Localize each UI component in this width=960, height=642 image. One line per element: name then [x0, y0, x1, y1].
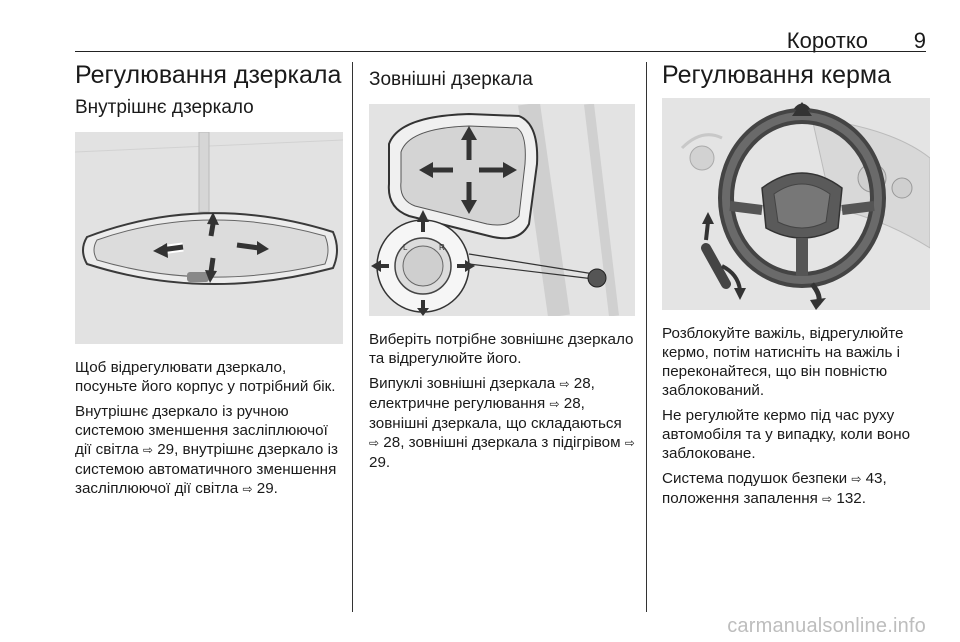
column-divider: [352, 62, 353, 612]
subsection-heading: Внутрішнє дзеркало: [75, 97, 254, 118]
page-reference[interactable]: 28,: [563, 395, 585, 412]
column-steering-wheel: [662, 60, 930, 509]
page-reference[interactable]: 29.: [256, 480, 278, 497]
interior-mirror-illustration: [75, 132, 343, 344]
section-heading: Регулювання керма: [662, 61, 892, 89]
paragraph: Виберіть потрібне зовнішнє дзеркало та відрегулюйте його.: [369, 331, 634, 367]
interior-mirror-figure: [75, 132, 343, 344]
xref-arrow-icon[interactable]: ⇨: [242, 482, 253, 496]
switch-label-right: R: [439, 243, 445, 252]
column-exterior-mirrors: [369, 60, 635, 472]
header-rule: [75, 51, 926, 52]
page-reference[interactable]: 43,: [865, 470, 887, 487]
paragraph: Не регулюйте кермо під час руху автомобіля та у випадку, коли воно заблоковане.: [662, 407, 911, 462]
page-reference[interactable]: 28,: [573, 375, 595, 392]
switch-label-left: L: [403, 243, 408, 252]
exterior-mirror-illustration: [369, 104, 635, 316]
page-reference[interactable]: 132.: [836, 490, 866, 507]
header-title: Коротко: [786, 28, 868, 53]
page-reference[interactable]: 28,: [383, 434, 405, 451]
xref-arrow-icon[interactable]: ⇨: [369, 436, 380, 450]
exterior-mirror-figure: [369, 104, 635, 316]
paragraph: Система подушок безпеки ⇨ 43, положення запалення ⇨ 132.: [662, 470, 887, 507]
paragraph: Щоб відрегулювати дзеркало, посуньте його корпус у потрібний бік.: [75, 359, 336, 395]
page-number: 9: [913, 28, 926, 53]
steering-wheel-figure: [662, 98, 930, 310]
section-heading: Регулювання дзеркала: [75, 61, 342, 89]
xref-arrow-icon[interactable]: ⇨: [142, 443, 153, 457]
column-interior-mirror: [75, 60, 343, 499]
paragraph: Внутрішнє дзеркало із ручною системою зменшення засліплюючої дії світла ⇨ 29, внутрішнє дзеркало із системою автоматичного зменшення засліплюючої дії світла ⇨ 29.: [75, 403, 338, 497]
page-header: [75, 28, 926, 52]
subsection-heading: Зовнішні дзеркала: [369, 69, 533, 90]
xref-arrow-icon[interactable]: ⇨: [559, 377, 570, 391]
xref-arrow-icon[interactable]: ⇨: [624, 436, 635, 450]
column-divider: [646, 62, 647, 612]
watermark: carmanualsonline.info: [727, 615, 926, 637]
page-reference[interactable]: 29,: [157, 441, 179, 458]
steering-wheel-illustration: [662, 98, 930, 310]
xref-arrow-icon[interactable]: ⇨: [549, 397, 560, 411]
xref-arrow-icon[interactable]: ⇨: [822, 492, 833, 506]
paragraph: Розблокуйте важіль, відрегулюйте кермо, потім натисніть на важіль і переконайтеся, що він повністю заблокований.: [662, 325, 904, 399]
paragraph: Випуклі зовнішні дзеркала ⇨ 28, електричне регулювання ⇨ 28, зовнішні дзеркала, що складаються ⇨ 28, зовнішні дзеркала з підігрівом ⇨ 29.: [369, 375, 635, 471]
xref-arrow-icon[interactable]: ⇨: [851, 472, 862, 486]
page-reference[interactable]: 29.: [369, 454, 391, 471]
